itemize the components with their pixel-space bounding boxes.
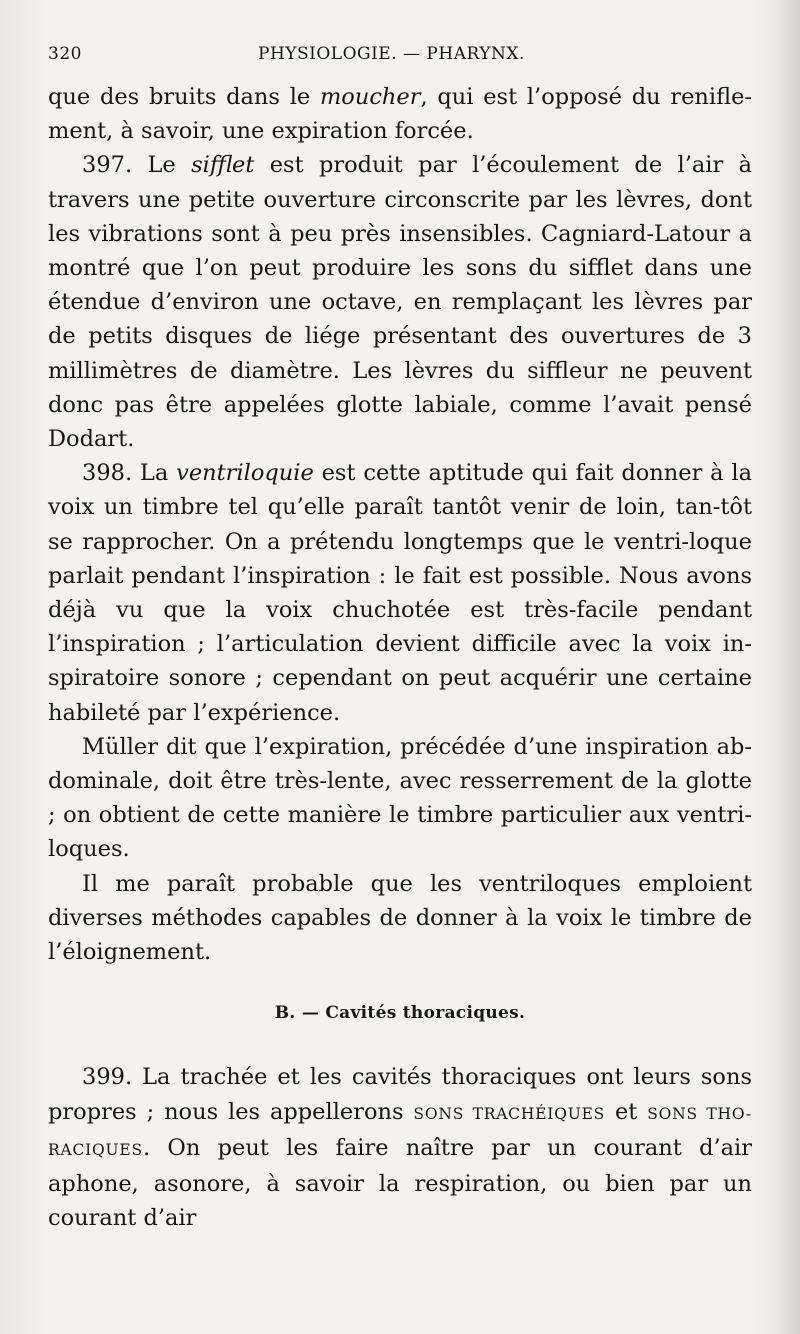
small-caps-term: SONS THO-RACIQUES — [48, 1104, 752, 1159]
italic-term: ventriloquie — [176, 460, 314, 487]
text-run: est cette aptitude qui fait donner à la voix un timbre tel qu’elle paraît tantôt venir de loin, tan-tôt se rapprocher. On a prétendu longtemps que le ventri-loque parlait pendant l’inspiration : le fait est possible. Nous avons déjà vu que la voix chuchotée est très-facile pendant l’inspiration ; l’articulation devient difficile avec la voix in-spiratoire sonore ; cependant on peut acquérir une certaine habileté par l’expérience. — [48, 460, 752, 726]
text-run: . On peut les faire naître par un courant d’air aphone, asonore, à savoir la respiration, ou bien par un courant d’air — [48, 1134, 752, 1232]
text-run: que des bruits dans le — [48, 84, 320, 110]
text-run: , qui est l’opposé du renifle-ment, à savoir, une expiration forcée. — [48, 84, 752, 145]
running-title: PHYSIOLOGIE. — PHARYNX. — [258, 44, 525, 64]
text-run: La — [132, 460, 177, 487]
paragraph-number: 399. — [82, 1064, 133, 1091]
paragraph-continuation — [48, 80, 752, 148]
small-caps-term: SONS TRACHÉIQUES — [413, 1104, 606, 1123]
paragraph-number: 397. — [82, 152, 133, 179]
paragraph-number: 398. — [82, 460, 133, 487]
paragraph-ventriloques: Il me paraît probable que les ventriloques emploient diverses méthodes capables de donner à la voix le timbre de l’éloignement. — [48, 870, 752, 966]
page-number: 320 — [48, 44, 82, 64]
section-heading: B. — Cavités thoraciques. — [274, 1003, 526, 1024]
page-gutter-shadow — [778, 0, 800, 1334]
italic-term: moucher — [319, 84, 421, 110]
italic-term: sifflet — [191, 152, 255, 179]
paragraph-398 — [48, 456, 752, 730]
paragraph-397 — [48, 148, 752, 456]
text-run: Le — [132, 152, 192, 179]
text-run: et — [605, 1098, 648, 1125]
text-run: est produit par l’écoulement de l’air à travers une petite ouverture circonscrite par les lèvres, dont les vibrations sont à peu près insensibles. Cagniard-Latour a montré que l’on peut produire les sons du sifflet dans une étendue d’environ une octave, en remplaçant les lèvres par de petits disques de liége présentant des ouvertures de 3 millimètres de diamètre. Les lèvres du siffleur ne peuvent donc pas être appelées glotte labiale, comme l’avait pensé Dodart. — [48, 152, 752, 453]
page-header — [48, 44, 748, 74]
paragraph-muller: Müller dit que l’expiration, précédée d’une inspiration ab-dominale, doit être très-lente, avec resserrement de la glotte ; on obtient de cette manière le timbre particulier aux ventri-loques. — [48, 733, 752, 863]
paragraph-399 — [48, 1060, 752, 1235]
page-body — [48, 80, 752, 1236]
text-run: La trachée et les cavités thoraciques ont leurs sons propres ; nous les appellerons — [48, 1064, 752, 1125]
